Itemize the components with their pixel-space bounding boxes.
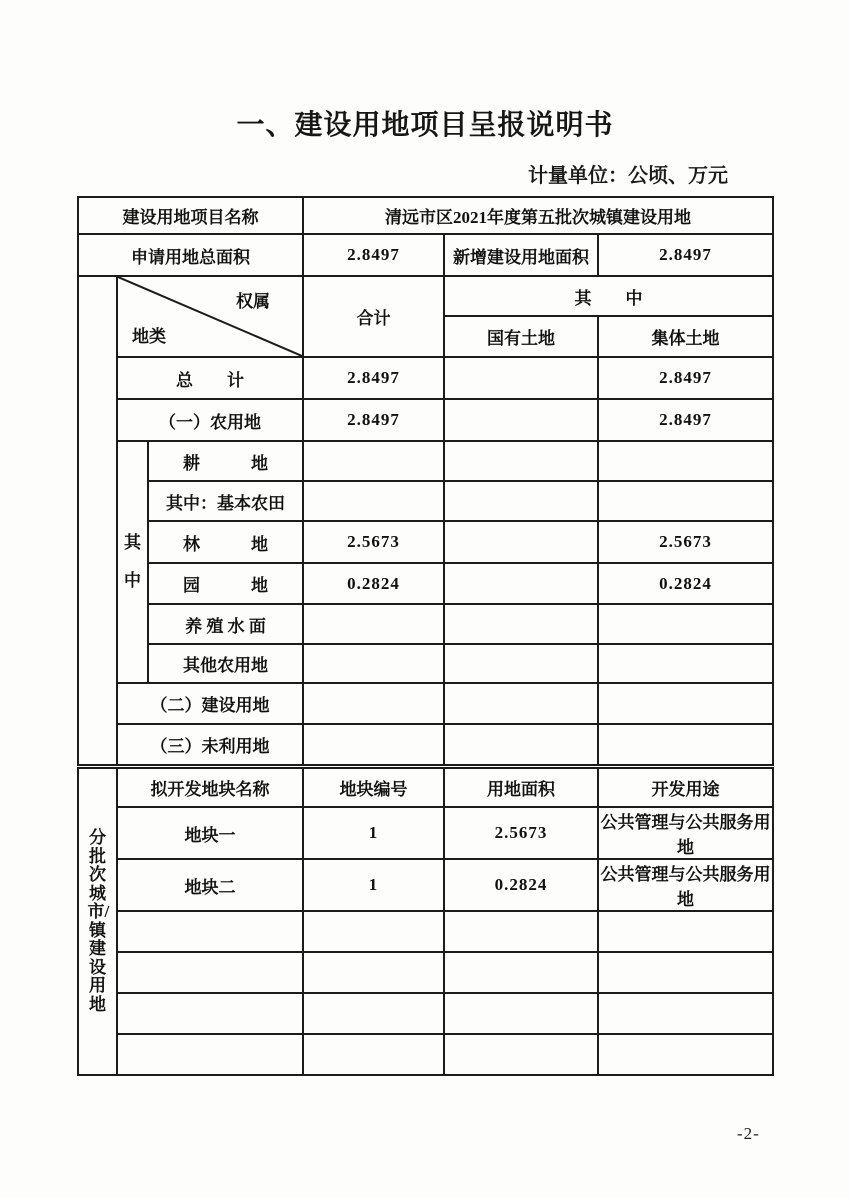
column-header-among: 其 中 (444, 276, 773, 316)
row-basic-farmland (78, 481, 773, 521)
cell-state-owned (444, 563, 598, 604)
column-header-parcel-code: 地块编号 (303, 768, 444, 807)
row-label: （三）未利用地 (117, 724, 303, 765)
page-number: -2- (737, 1124, 760, 1143)
diagonal-ownership-label: 权属 (236, 292, 270, 311)
classification-header-row (78, 276, 773, 316)
cell-collective (598, 683, 773, 724)
cell-state-owned (444, 644, 598, 683)
row-label: 总 计 (117, 357, 303, 399)
parcel-code (303, 911, 444, 952)
cell-state-owned (444, 604, 598, 644)
new-area-label: 新增建设用地面积 (444, 234, 598, 276)
page-title: 一、建设用地项目呈报说明书 (236, 109, 614, 140)
row-garden-land (78, 563, 773, 604)
parcel-name (117, 1034, 303, 1075)
cell-state-owned (444, 521, 598, 563)
applied-area-label: 申请用地总面积 (78, 234, 303, 276)
cell-collective: 0.2824 (598, 563, 773, 604)
column-header-parcel-area: 用地面积 (444, 768, 598, 807)
diagonal-header-cell (117, 276, 303, 357)
cell-total: 0.2824 (303, 563, 444, 604)
row-label: 耕 地 (148, 441, 303, 481)
row-forest-land (78, 521, 773, 563)
column-header-parcel-use: 开发用途 (598, 768, 773, 807)
cell-state-owned (444, 481, 598, 521)
parcel-development-table (77, 767, 774, 1076)
cell-total: 2.8497 (303, 357, 444, 399)
row-label: （二）建设用地 (117, 683, 303, 724)
parcel-header-row (78, 768, 773, 807)
cell-collective (598, 724, 773, 765)
diagonal-landtype-label: 地类 (132, 327, 166, 346)
parcel-row (78, 993, 773, 1034)
land-classification-table (77, 196, 774, 766)
cell-total: 2.8497 (303, 399, 444, 441)
parcel-code (303, 1034, 444, 1075)
cell-state-owned (444, 724, 598, 765)
parcel-use (598, 952, 773, 993)
row-unused-land (78, 724, 773, 765)
project-name-row (78, 197, 773, 234)
left-spacer-column (78, 276, 117, 765)
parcel-area (444, 911, 598, 952)
parcel-row (78, 1034, 773, 1075)
row-total (78, 357, 773, 399)
parcel-area (444, 1034, 598, 1075)
cell-total (303, 644, 444, 683)
parcel-use: 公共管理与公共服务用地 (598, 859, 773, 911)
cell-total (303, 683, 444, 724)
batch-urban-land-vertical-label: 分批次城市/镇建设用地 (87, 828, 110, 1014)
column-header-parcel-name: 拟开发地块名称 (117, 768, 303, 807)
parcel-name (117, 911, 303, 952)
parcel-use (598, 911, 773, 952)
parcel-use: 公共管理与公共服务用地 (598, 807, 773, 859)
parcel-code: 1 (303, 859, 444, 911)
parcel-area (444, 952, 598, 993)
cell-collective: 2.8497 (598, 399, 773, 441)
among-vertical-label: 其中 (124, 533, 141, 590)
parcel-row (78, 859, 773, 911)
parcel-code (303, 993, 444, 1034)
cell-total (303, 724, 444, 765)
new-area-value: 2.8497 (598, 234, 773, 276)
cell-collective (598, 441, 773, 481)
parcel-area (444, 993, 598, 1034)
project-name-value: 清远市区2021年度第五批次城镇建设用地 (303, 197, 773, 234)
cell-collective (598, 604, 773, 644)
row-cultivated-land (78, 441, 773, 481)
parcel-name (117, 952, 303, 993)
cell-total: 2.5673 (303, 521, 444, 563)
row-label: （一）农用地 (117, 399, 303, 441)
row-label: 其他农用地 (148, 644, 303, 683)
row-label: 养 殖 水 面 (148, 604, 303, 644)
parcel-code: 1 (303, 807, 444, 859)
cell-state-owned (444, 683, 598, 724)
row-aquaculture-water (78, 604, 773, 644)
area-summary-row (78, 234, 773, 276)
parcel-name: 地块二 (117, 859, 303, 911)
row-agricultural-land (78, 399, 773, 441)
among-vertical-cell (117, 441, 148, 683)
cell-total (303, 481, 444, 521)
parcel-area: 2.5673 (444, 807, 598, 859)
column-header-total: 合计 (303, 276, 444, 357)
row-construction-land (78, 683, 773, 724)
parcel-row (78, 911, 773, 952)
row-other-agricultural (78, 644, 773, 683)
column-header-state-owned: 国有土地 (444, 316, 598, 357)
cell-collective: 2.8497 (598, 357, 773, 399)
parcel-name: 地块一 (117, 807, 303, 859)
parcel-use (598, 1034, 773, 1075)
measurement-unit-note: 计量单位：公顷、万元 (528, 165, 728, 187)
side-label-cell (78, 768, 117, 1075)
cell-state-owned (444, 441, 598, 481)
row-label: 其中：基本农田 (148, 481, 303, 521)
row-label: 园 地 (148, 563, 303, 604)
cell-total (303, 441, 444, 481)
cell-collective: 2.5673 (598, 521, 773, 563)
cell-collective (598, 644, 773, 683)
parcel-use (598, 993, 773, 1034)
parcel-name (117, 993, 303, 1034)
parcel-code (303, 952, 444, 993)
parcel-area: 0.2824 (444, 859, 598, 911)
cell-collective (598, 481, 773, 521)
parcel-row (78, 952, 773, 993)
cell-state-owned (444, 357, 598, 399)
parcel-row (78, 807, 773, 859)
column-header-collective: 集体土地 (598, 316, 773, 357)
cell-total (303, 604, 444, 644)
row-label: 林 地 (148, 521, 303, 563)
cell-state-owned (444, 399, 598, 441)
project-name-label: 建设用地项目名称 (78, 197, 303, 234)
applied-area-value: 2.8497 (303, 234, 444, 276)
